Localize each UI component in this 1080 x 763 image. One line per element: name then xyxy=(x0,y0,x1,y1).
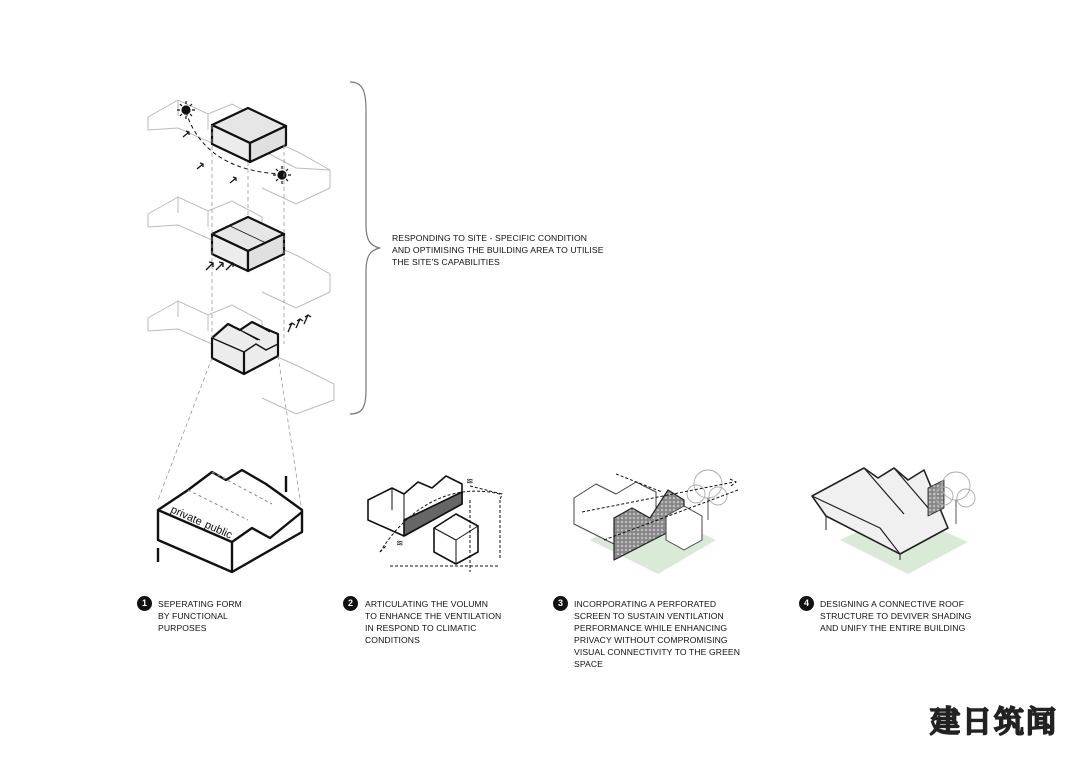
alignment-guides xyxy=(158,125,302,512)
site-note-line: THE SITE'S CAPABILITIES xyxy=(392,257,500,267)
step-4-badge: 4 xyxy=(799,596,814,611)
step-2-badge: 2 xyxy=(343,596,358,611)
volume-box-1 xyxy=(212,108,286,162)
sun-icon xyxy=(177,101,195,119)
step-2-caption xyxy=(365,598,501,646)
step2-ventilation xyxy=(368,476,478,564)
caption-line: SPACE xyxy=(574,659,603,669)
caption-line: AND UNIFY THE ENTIRE BUILDING xyxy=(820,623,966,633)
caption-line: DESIGNING A CONNECTIVE ROOF xyxy=(820,599,965,609)
site-note-line: RESPONDING TO SITE - SPECIFIC CONDITION xyxy=(392,233,588,243)
caption-line: SEPERATING FORM xyxy=(158,599,242,609)
label-private: private xyxy=(168,503,204,529)
caption-line: STRUCTURE TO DEVIVER SHADING xyxy=(820,611,972,621)
caption-line: BY FUNCTIONAL xyxy=(158,611,228,621)
caption-line: ARTICULATING THE VOLUMN xyxy=(365,599,489,609)
brace-icon xyxy=(350,82,380,414)
caption-line: IN RESPOND TO CLIMATIC xyxy=(365,623,477,633)
step4-roof xyxy=(812,468,968,574)
site-note xyxy=(392,232,604,268)
wind-arrow-icon xyxy=(288,315,311,332)
step3-screen xyxy=(574,482,716,574)
step-1-badge: 1 xyxy=(137,596,152,611)
caption-line: PRIVACY WITHOUT COMPROMISING xyxy=(574,635,728,645)
caption-line: TO ENHANCE THE VENTILATION xyxy=(365,611,502,621)
caption-line: INCORPORATING A PERFORATED xyxy=(574,599,717,609)
step-4-caption xyxy=(820,598,971,634)
site-note-line: AND OPTIMISING THE BUILDING AREA TO UTILISE xyxy=(392,245,604,255)
step-1-caption xyxy=(158,598,242,634)
step-3-caption xyxy=(574,598,740,670)
caption-line: CONDITIONS xyxy=(365,635,420,645)
sun-icon xyxy=(273,166,291,184)
wind-symbol: ≋ xyxy=(396,539,404,549)
step1-mass xyxy=(158,470,302,572)
step-3-badge: 3 xyxy=(553,596,568,611)
caption-line: SCREEN TO SUSTAIN VENTILATION xyxy=(574,611,724,621)
caption-line: VISUAL CONNECTIVITY TO THE GREEN xyxy=(574,647,741,657)
watermark: 建日筑闻 xyxy=(930,705,1058,740)
volume-gabled-3 xyxy=(212,322,278,374)
wind-symbol: ≋ xyxy=(466,477,474,487)
caption-line: PURPOSES xyxy=(158,623,207,633)
caption-line: PERFORMANCE WHILE ENHANCING xyxy=(574,623,728,633)
label-public: public xyxy=(202,518,234,542)
